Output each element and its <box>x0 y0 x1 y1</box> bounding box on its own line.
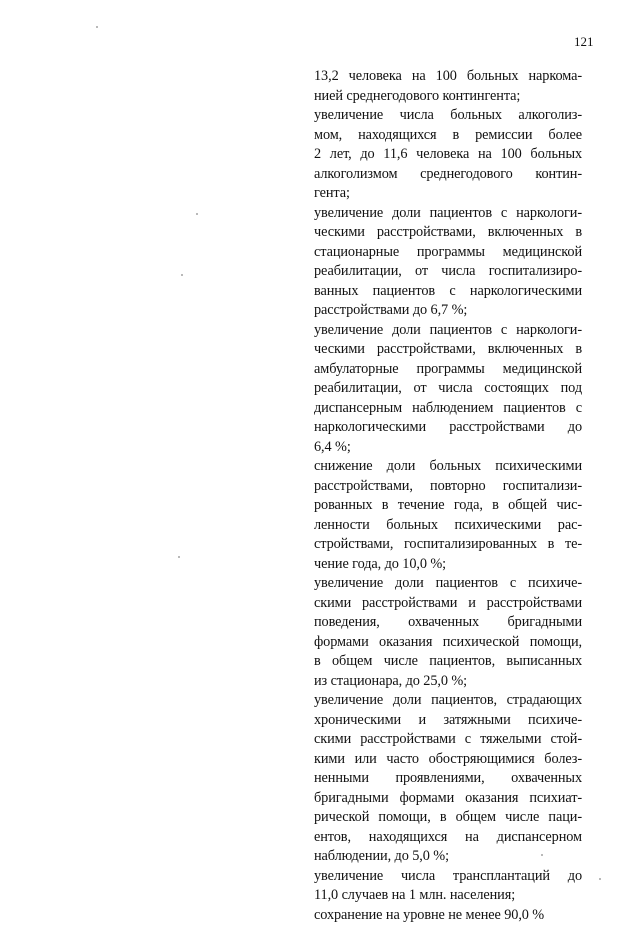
text-line: кими или часто обостряющимися болез- <box>314 750 582 770</box>
text-line: мом, находящихся в ремиссии более <box>314 126 582 146</box>
paragraph <box>314 67 582 106</box>
text-line: ванных пациентов с наркологическими <box>314 282 582 302</box>
text-line: скими расстройствами и расстройствами <box>314 594 582 614</box>
text-line: увеличение доли пациентов с наркологи- <box>314 321 582 341</box>
text-line: расстройствами до 6,7 %; <box>314 301 582 321</box>
scan-speck <box>599 878 601 880</box>
text-line: в общем числе пациентов, выписанных <box>314 652 582 672</box>
paragraph <box>314 867 582 906</box>
text-line: чение года, до 10,0 %; <box>314 555 582 575</box>
text-line: стройствами, госпитализированных в те- <box>314 535 582 555</box>
text-line: снижение доли больных психическими <box>314 457 582 477</box>
text-line: 13,2 человека на 100 больных наркома- <box>314 67 582 87</box>
text-column <box>314 67 582 925</box>
scan-speck <box>196 213 198 215</box>
text-line: увеличение доли пациентов с психиче- <box>314 574 582 594</box>
text-line: ентов, находящихся на диспансерном <box>314 828 582 848</box>
text-line: алкоголизмом среднегодового контин- <box>314 165 582 185</box>
paragraph <box>314 321 582 458</box>
text-line: сохранение на уровне не менее 90,0 % <box>314 906 582 925</box>
text-line: бригадными формами оказания психиат- <box>314 789 582 809</box>
paragraph <box>314 691 582 867</box>
text-line: поведения, охваченных бригадными <box>314 613 582 633</box>
text-line: диспансерным наблюдением пациентов с <box>314 399 582 419</box>
text-line: гента; <box>314 184 582 204</box>
text-line: 11,0 случаев на 1 млн. населения; <box>314 886 582 906</box>
text-line: ческими расстройствами, включенных в <box>314 223 582 243</box>
text-line: стационарные программы медицинской <box>314 243 582 263</box>
paragraph <box>314 906 582 925</box>
text-line: скими расстройствами с тяжелыми стой- <box>314 730 582 750</box>
paragraph <box>314 106 582 204</box>
scan-speck <box>541 854 543 856</box>
text-line: увеличение числа больных алкоголиз- <box>314 106 582 126</box>
text-line: реабилитации, от числа состоящих под <box>314 379 582 399</box>
scan-speck <box>178 556 180 558</box>
text-line: хроническими и затяжными психиче- <box>314 711 582 731</box>
text-line: увеличение доли пациентов, страдающих <box>314 691 582 711</box>
text-line: ленности больных психическими рас- <box>314 516 582 536</box>
paragraph <box>314 457 582 574</box>
text-line: увеличение числа трансплантаций до <box>314 867 582 887</box>
text-line: рической помощи, в общем числе паци- <box>314 808 582 828</box>
text-line: наблюдении, до 5,0 %; <box>314 847 582 867</box>
text-line: амбулаторные программы медицинской <box>314 360 582 380</box>
paragraph <box>314 204 582 321</box>
text-line: рованных в течение года, в общей чис- <box>314 496 582 516</box>
scan-speck <box>96 26 98 28</box>
text-line: 2 лет, до 11,6 человека на 100 больных <box>314 145 582 165</box>
text-line: расстройствами, повторно госпитализи- <box>314 477 582 497</box>
text-line: нией среднегодового контингента; <box>314 87 582 107</box>
text-line: увеличение доли пациентов с наркологи- <box>314 204 582 224</box>
text-line: 6,4 %; <box>314 438 582 458</box>
text-line: ненными проявлениями, охваченных <box>314 769 582 789</box>
paragraph <box>314 574 582 691</box>
page-number: 121 <box>574 35 594 48</box>
text-line: формами оказания психической помощи, <box>314 633 582 653</box>
text-line: из стационара, до 25,0 %; <box>314 672 582 692</box>
text-line: наркологическими расстройствами до <box>314 418 582 438</box>
text-line: реабилитации, от числа госпитализиро- <box>314 262 582 282</box>
scan-speck <box>181 274 183 276</box>
text-line: ческими расстройствами, включенных в <box>314 340 582 360</box>
